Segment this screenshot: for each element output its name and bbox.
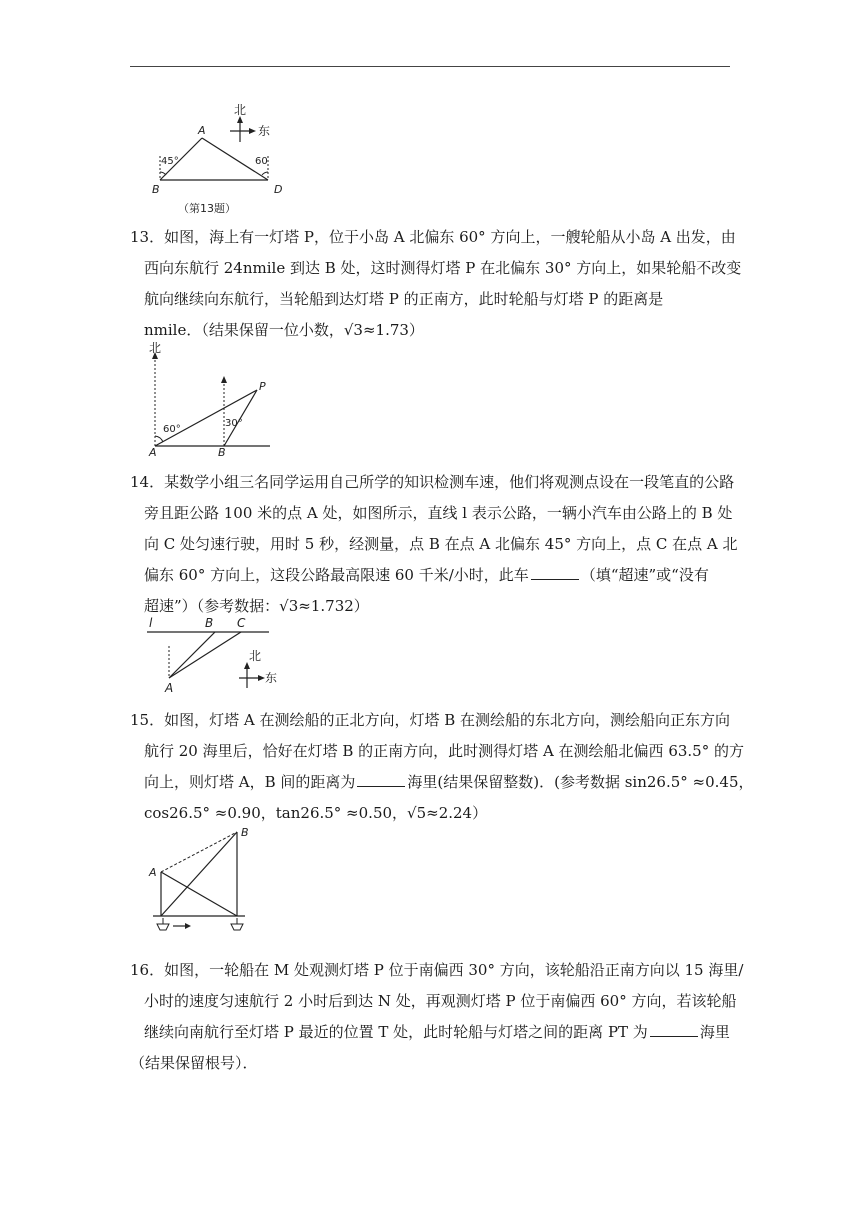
q14-line-3: 向 C 处匀速行驶，用时 5 秒，经测量，点 B 在点 A 北偏东 45° 方向上，点 C 在点 A 北 [144, 535, 738, 553]
q14-line-1: 14．某数学小组三名同学运用自己所学的知识检测车速，他们将观测点设在一段笔直的公路 [130, 473, 735, 491]
fig14-east: 东 [265, 671, 278, 685]
question-16 [130, 955, 744, 1079]
question-15 [130, 705, 754, 829]
fig13-label-d: D [274, 183, 283, 196]
q15-line-3 [130, 767, 754, 798]
fig13-north: 北 [234, 103, 247, 117]
fig14-north: 北 [249, 649, 262, 663]
q13-line-4: nmile．（结果保留一位小数，√3≈1.73） [144, 321, 424, 339]
q16-line-3b: 海里 [699, 1023, 730, 1041]
q15-line-4: cos26.5° ≈0.90，tan26.5° ≈0.50，√5≈2.24） [144, 804, 488, 822]
fig15-label-a: A [149, 866, 157, 879]
question-13 [130, 222, 742, 346]
fig13-label-a: A [198, 124, 206, 137]
fig13b-label-a: A [149, 446, 157, 456]
fig13-caption: （第13题） [178, 202, 236, 215]
q13-line-3: 航向继续向东航行，当轮船到达灯塔 P 的正南方，此时轮船与灯塔 P 的距离是 [144, 290, 664, 308]
q15-line-3a: 向上，则灯塔 A，B 间的距离为 [144, 773, 356, 791]
fig13-label-b: B [152, 183, 160, 196]
fig13-angle-60: 60 [255, 156, 268, 167]
figure-q15 [145, 824, 255, 936]
question-14 [130, 467, 738, 622]
q16-line-3 [130, 1017, 732, 1048]
q14-line-4a: 偏东 60° 方向上，这段公路最高限速 60 千米/小时，此车 [144, 566, 529, 584]
header-rule [130, 66, 730, 67]
q14-line-4b: （填“超速”或“没有 [580, 566, 709, 584]
fig14-label-l: l [149, 616, 153, 630]
q16-line-2: 小时的速度匀速航行 2 小时后到达 N 处，再观测灯塔 P 位于南偏西 60° 方向，若该轮船 [144, 992, 737, 1010]
figure-q13-top [140, 100, 300, 215]
q13-line-1: 13．如图，海上有一灯塔 P，位于小岛 A 北偏东 60° 方向上，一艘轮船从小岛 A 出发，由 [130, 228, 736, 246]
q15-line-2: 航行 20 海里后，恰好在灯塔 B 的正南方向，此时测得灯塔 A 在测绘船北偏西 63.5° 的方 [144, 742, 744, 760]
fig15-label-b: B [241, 826, 249, 839]
fig13-angle-45: 45° [161, 156, 179, 167]
answer-blank-14 [531, 565, 579, 580]
figure-q13-bottom [145, 338, 275, 456]
ship-icon [157, 918, 169, 930]
fig13b-label-p: P [259, 380, 266, 393]
fig13-east: 东 [258, 124, 271, 138]
q14-line-4 [130, 560, 732, 591]
q16-line-4: （结果保留根号）． [130, 1054, 258, 1072]
ship-icon-2 [231, 918, 243, 930]
fig13b-north: 北 [149, 341, 162, 355]
fig13b-angle-60: 60° [163, 424, 181, 435]
q14-line-2: 旁且距公路 100 米的点 A 处，如图所示，直线 l 表示公路，一辆小汽车由公路上的 B 处 [144, 504, 733, 522]
answer-blank-15 [357, 772, 405, 787]
fig14-label-c: C [237, 616, 246, 630]
q15-line-3b: 海里(结果保留整数)．(参考数据 sin26.5° ≈0.45， [407, 773, 754, 791]
q14-line-5: 超速”）（参考数据：√3≈1.732） [144, 597, 369, 615]
figure-q14 [145, 612, 285, 696]
fig13b-angle-30: 30° [225, 418, 243, 429]
answer-blank-16 [650, 1022, 698, 1037]
fig14-label-b: B [205, 616, 214, 630]
fig13b-label-b: B [218, 446, 226, 456]
q13-line-2: 西向东航行 24nmile 到达 B 处，这时测得灯塔 P 在北偏东 30° 方向上，如果轮船不改变 [144, 259, 742, 277]
fig14-label-a: A [165, 681, 174, 695]
q16-line-1: 16．如图，一轮船在 M 处观测灯塔 P 位于南偏西 30° 方向，该轮船沿正南方向以 15 海里/ [130, 961, 744, 979]
q16-line-3a: 继续向南航行至灯塔 P 最近的位置 T 处，此时轮船与灯塔之间的距离 PT 为 [144, 1023, 648, 1041]
q15-line-1: 15．如图，灯塔 A 在测绘船的正北方向，灯塔 B 在测绘船的东北方向，测绘船向正东方向 [130, 711, 731, 729]
